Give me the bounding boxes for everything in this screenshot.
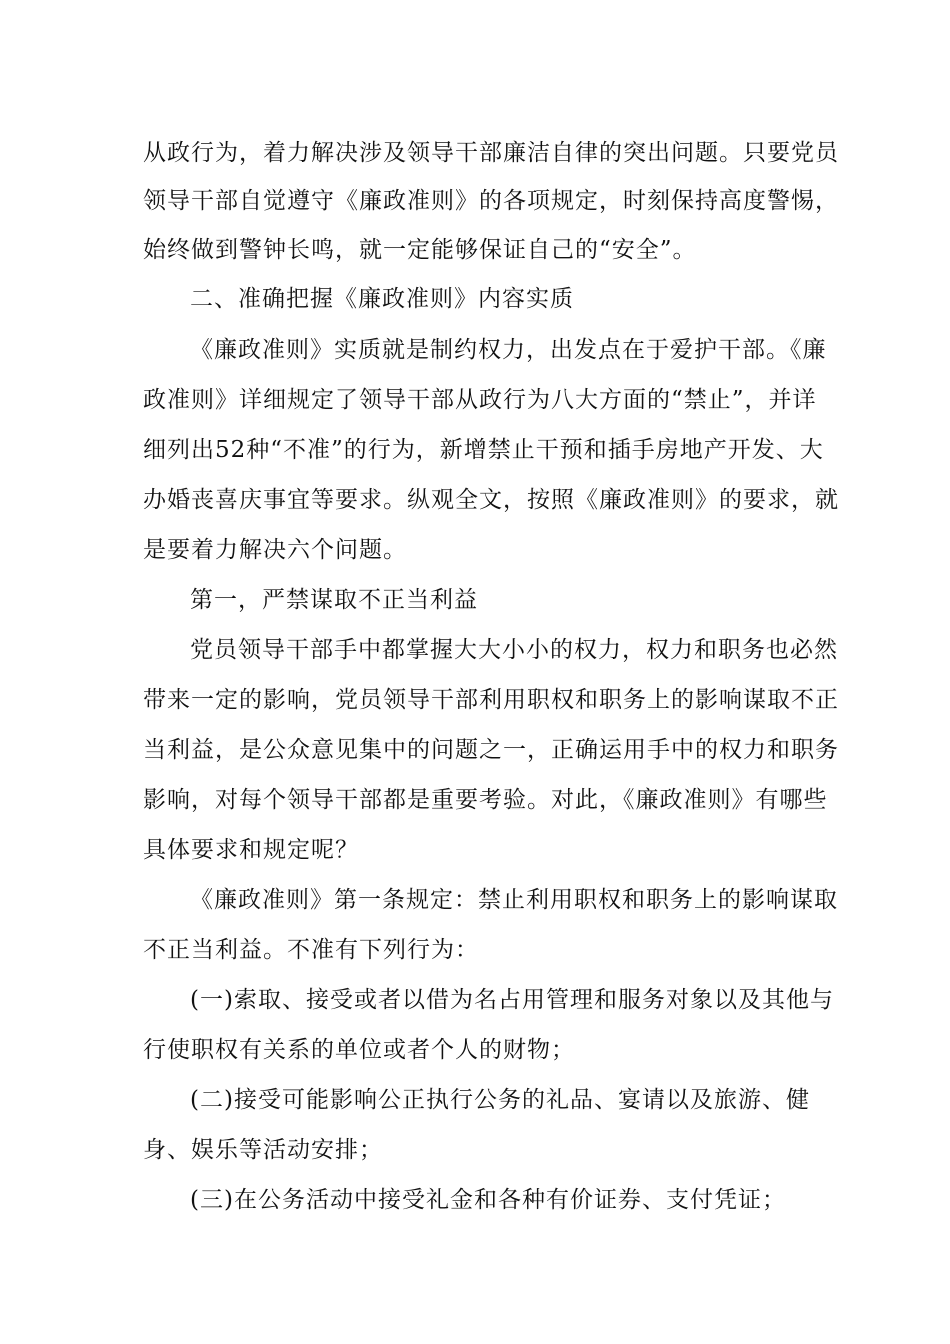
paragraph-line-9: 是要着力解决六个问题。	[143, 537, 407, 563]
paragraph-line-8: 办婚丧喜庆事宜等要求。纵观全文，按照《廉政准则》的要求，就	[143, 487, 839, 513]
paragraph-line-17: 不正当利益。不准有下列行为：	[143, 937, 479, 963]
paragraph-line-7: 细列出52种“不准”的行为，新增禁止干预和插手房地产开发、大	[143, 437, 824, 463]
paragraph-line-12: 带来一定的影响，党员领导干部利用职权和职务上的影响谋取不正	[143, 687, 839, 713]
paragraph-line-5: 《廉政准则》实质就是制约权力，出发点在于爱护干部。《廉	[190, 337, 827, 363]
paragraph-line-6: 政准则》详细规定了领导干部从政行为八大方面的“禁止”，并详	[143, 387, 817, 413]
paragraph-line-14: 影响，对每个领导干部都是重要考验。对此，《廉政准则》有哪些	[143, 787, 828, 813]
paragraph-line-13: 当利益，是公众意见集中的问题之一，正确运用手中的权力和职务	[143, 737, 839, 763]
subsection-heading: 第一，严禁谋取不正当利益	[190, 587, 478, 613]
section-heading: 二、准确把握《廉政准则》内容实质	[190, 286, 574, 312]
paragraph-line-16: 《廉政准则》第一条规定：禁止利用职权和职务上的影响谋取	[190, 887, 838, 913]
paragraph-line-11: 党员领导干部手中都掌握大大小小的权力，权力和职务也必然	[190, 637, 838, 663]
paragraph-line-1: 从政行为，着力解决涉及领导干部廉洁自律的突出问题。只要党员	[143, 140, 839, 166]
paragraph-line-2: 领导干部自觉遵守《廉政准则》的各项规定，时刻保持高度警惕，	[143, 188, 839, 214]
list-item-1-line-1: (一)索取、接受或者以借为名占用管理和服务对象以及其他与	[190, 987, 834, 1013]
paragraph-line-3: 始终做到警钟长鸣，就一定能够保证自己的“安全”。	[143, 237, 697, 263]
paragraph-line-15: 具体要求和规定呢？	[143, 837, 359, 863]
list-item-3-line-1: (三)在公务活动中接受礼金和各种有价证券、支付凭证；	[190, 1187, 786, 1213]
list-item-2-line-1: (二)接受可能影响公正执行公务的礼品、宴请以及旅游、健	[190, 1087, 810, 1113]
list-item-1-line-2: 行使职权有关系的单位或者个人的财物；	[143, 1037, 575, 1063]
list-item-2-line-2: 身、娱乐等活动安排；	[143, 1137, 383, 1163]
